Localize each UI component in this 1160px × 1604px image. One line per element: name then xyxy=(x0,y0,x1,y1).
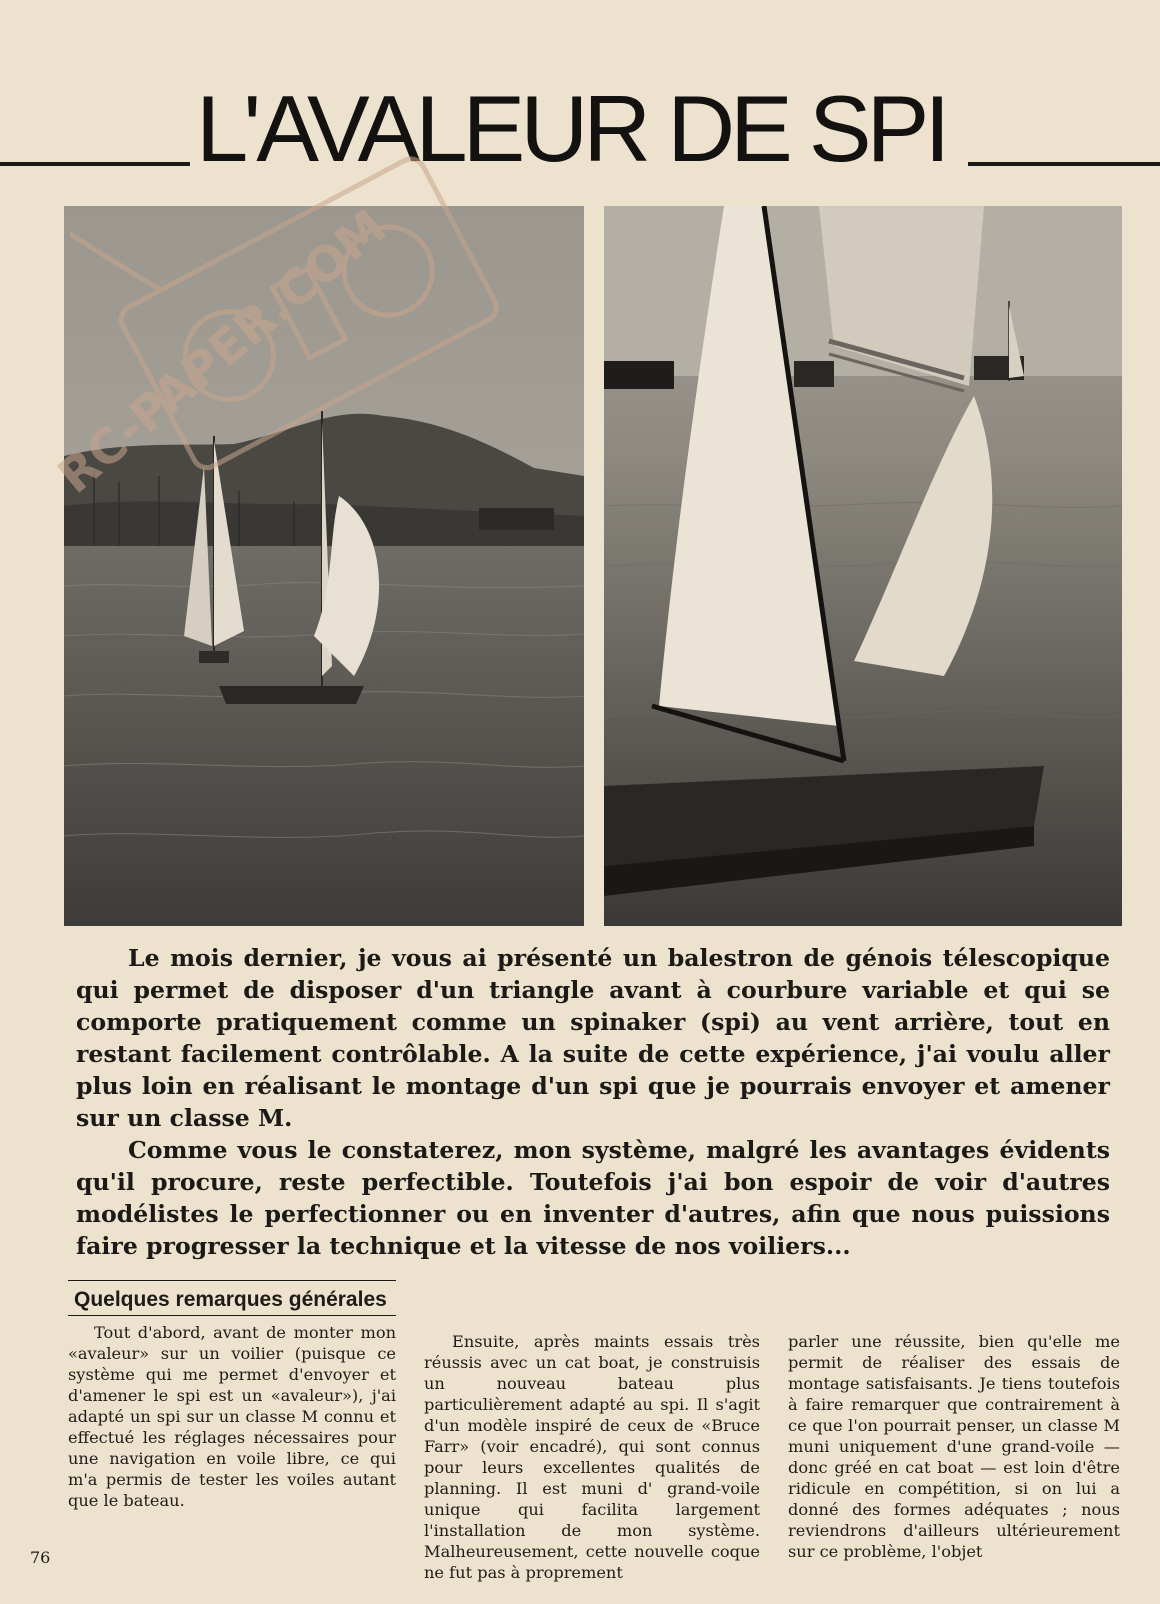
photo-sailboat-spinnaker xyxy=(604,206,1122,926)
body-column-1 xyxy=(68,1280,396,1511)
section-rule-bottom xyxy=(68,1315,396,1316)
body-column-3 xyxy=(788,1331,1120,1562)
body-paragraph: Ensuite, après maints essais très réussis avec un cat boat, je construisis un nouveau bateau plus particulièrement adapté au spi. Il s'agit d'un modèle inspiré de ceux de «Bruce Farr» (voir encadré), qui sont connus pour leurs excellentes qualités de planning. Il est muni d' grand-voile unique qui facilita largement l'installation de mon système. Malheureusement, cette nouvelle coque ne fut pas à proprement xyxy=(424,1332,760,1582)
article-title: L'AVALEUR DE SPI xyxy=(196,76,946,181)
title-rule-right xyxy=(968,162,1160,166)
section-heading: Quelques remarques générales xyxy=(74,1288,387,1311)
intro-paragraph: Le mois dernier, je vous ai présenté un balestron de génois télescopique qui permet de disposer d'un triangle avant à courbure variable et qui se comporte pratiquement comme un spinaker (spi) au vent arrière, tout en restant facilement contrôlable. A la suite de cette expérience, j'ai voulu aller plus loin en réalisant le montage d'un spi que je pourrais envoyer et amener sur un classe M. xyxy=(76,944,1110,1132)
body-paragraph: parler une réussite, bien qu'elle me permit de réaliser des essais de montage satisfaisants. Je tiens toutefois à faire remarquer que contrairement à ce que l'on pourrait penser, un classe M muni uniquement d'une grand-voile — donc gréé en cat boat — est loin d'être ridicule en compétition, si on lui a donné des formes adéquates ; nous reviendrons d'ailleurs ultérieurement sur ce problème, l'objet xyxy=(788,1332,1120,1561)
page-number: 76 xyxy=(30,1548,51,1567)
section-rule-top xyxy=(68,1280,396,1281)
article-intro xyxy=(76,942,1110,1262)
watermark-text: RC-PAPER.COM xyxy=(47,198,397,505)
intro-paragraph: Comme vous le constaterez, mon système, malgré les avantages évidents qu'il procure, reste perfectible. Toutefois j'ai bon espoir de voir d'autres modélistes le perfectionner ou en inventer d'autres, afin que nous puissions faire progresser la technique et la vitesse de nos voiliers... xyxy=(76,1136,1110,1260)
body-column-2 xyxy=(424,1331,760,1583)
body-paragraph: Tout d'abord, avant de monter mon «avaleur» sur un voilier (puisque ce système qui me permet d'envoyer et d'amener le spi est un «avaleur»), j'ai adapté un spi sur un classe M connu et effectué les réglages nécessaires pour une navigation en voile libre, ce qui m'a permis de tester les voiles autant que le bateau. xyxy=(68,1323,396,1510)
rc-paper-watermark xyxy=(47,88,520,508)
